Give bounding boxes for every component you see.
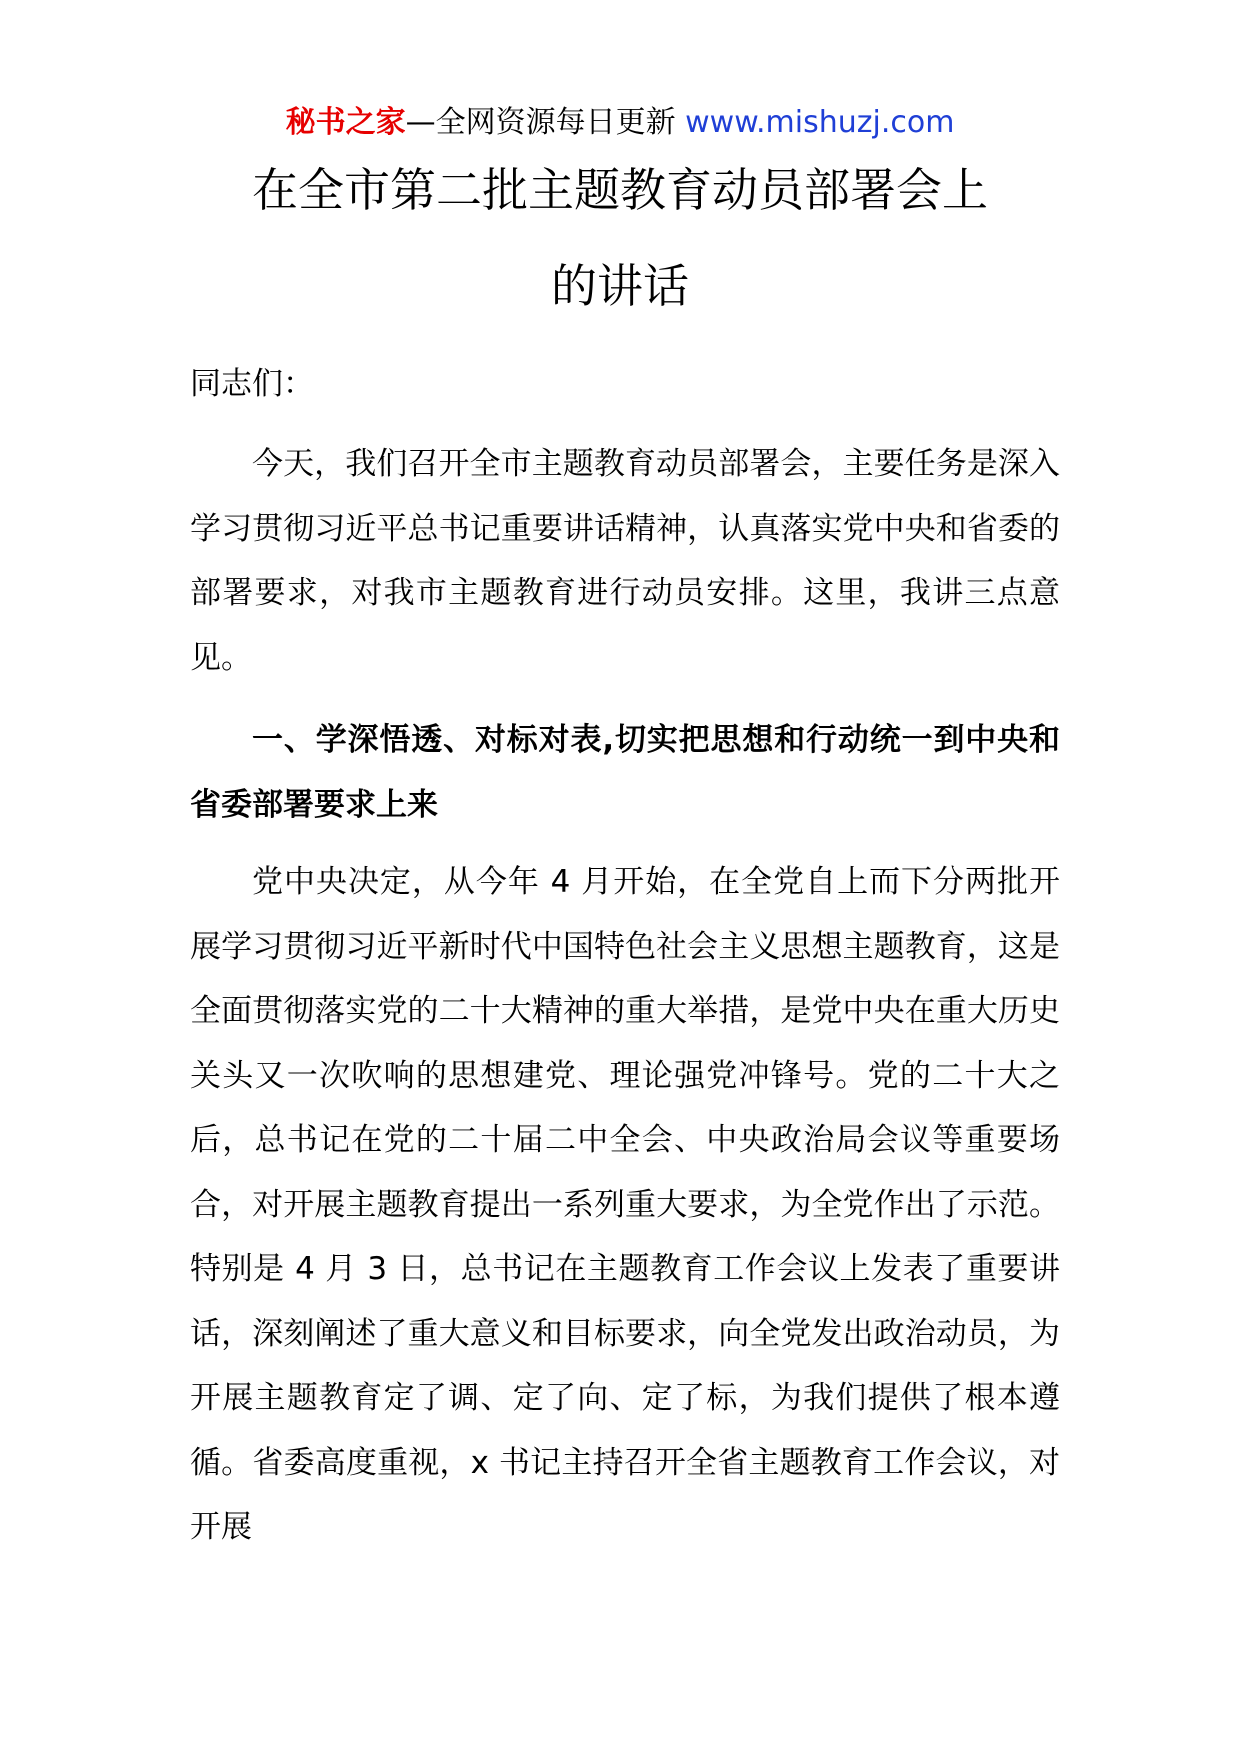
site-banner: [0, 102, 1240, 144]
brand-name: 秘书之家: [285, 105, 406, 140]
document-title-line-1: 在全市第二批主题教育动员部署会上: [252, 163, 988, 217]
greeting: 同志们：: [190, 366, 314, 402]
paragraph-intro: 今天，我们召开全市主题教育动员部署会，主要任务是深入学习贯彻习近平总书记重要讲话精神，认真落实党中央和省委的部署要求，对我市主题教育进行动员安排。这里，我讲三点意见。: [190, 446, 1060, 676]
banner-slogan: —全网资源每日更新: [405, 105, 686, 140]
document-title-line-2: 的讲话: [551, 259, 689, 313]
section-heading-1: 一、学深悟透、对标对表,切实把思想和行动统一到中央和省委部署要求上来: [190, 722, 1060, 823]
paragraph-section-1: 党中央决定，从今年 4 月开始，在全党自上而下分两批开展学习贯彻习近平新时代中国特色社会主义思想主题教育，这是全面贯彻落实党的二十大精神的重大举措，是党中央在重大历史关头又一次吹响的思想建党、理论强党冲锋号。党的二十大之后，总书记在党的二十届二中全会、中央政治局会议等重要场合，对开展主题教育提出一系列重大要求，为全党作出了示范。特别是 4 月 3 日，总书记在主题教育工作会议上发表了重要讲话，深刻阐述了重大意义和目标要求，向全党发出政治动员，为开展主题教育定了调、定了向、定了标，为我们提供了根本遵循。省委高度重视，x 书记主持召开全省主题教育工作会议，对开展: [190, 864, 1060, 1545]
site-url: www.mishuzj.com: [685, 105, 955, 140]
